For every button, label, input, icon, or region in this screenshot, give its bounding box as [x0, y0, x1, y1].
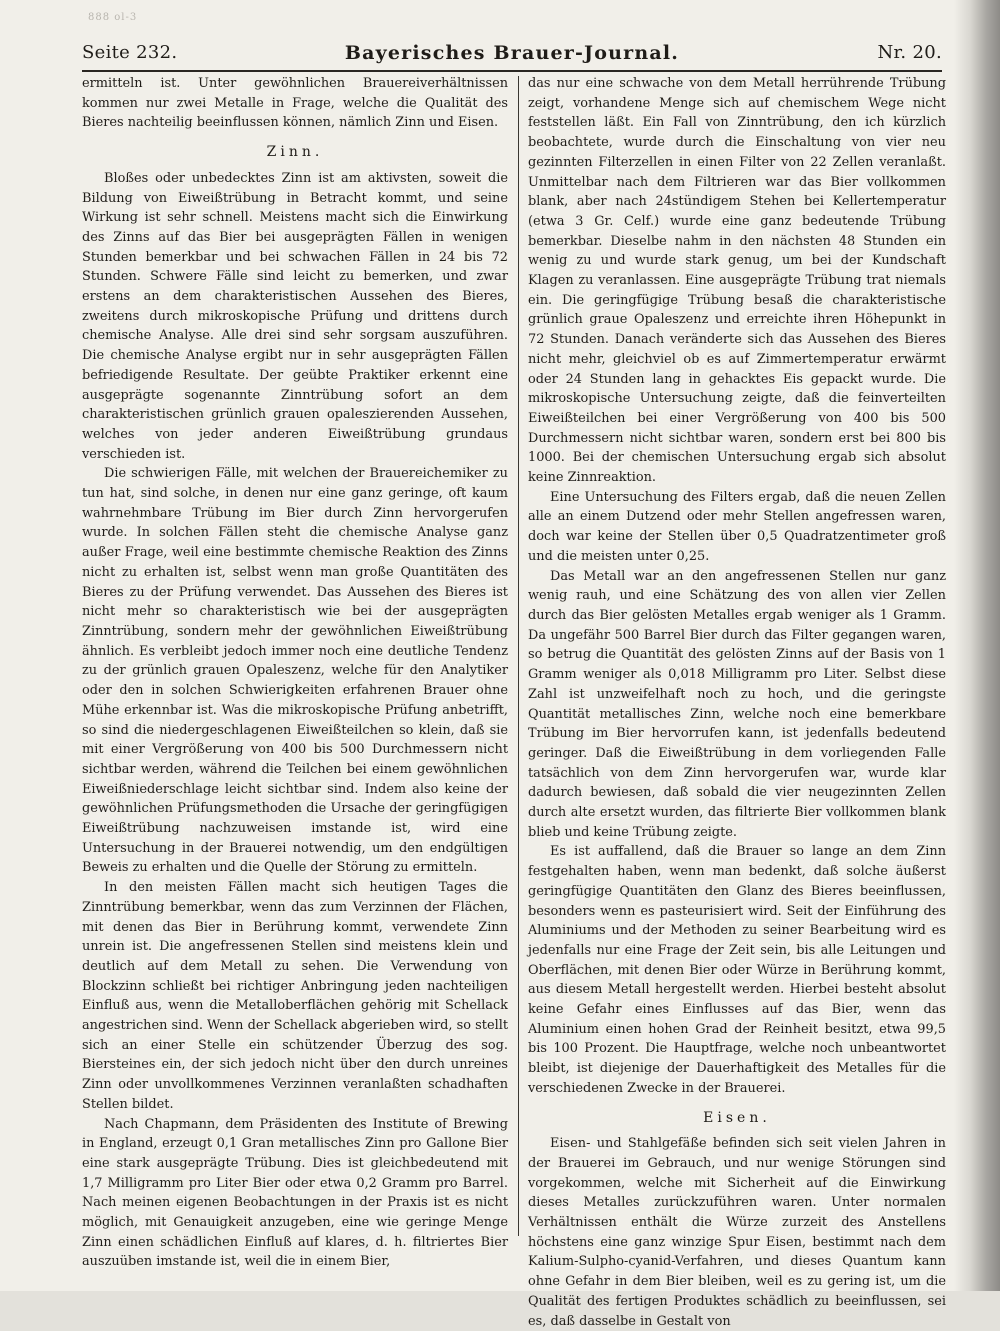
- paragraph: das nur eine schwache von dem Metall herrührende Trübung zeigt, vorhandene Menge sich auf chemischem Wege nicht feststellen läßt. Ein Fall von Zinntrübung, den ich kürzlich beobachtete, wurde durch die Einschaltung von vier neu gezinnten Filterzellen in einen Filter von 22 Zellen veranlaßt. Unmittelbar nach dem Filtrieren war das Bier vollkommen blank, aber nach 24stündigem Stehen bei Kellertemperatur (etwa 3 Gr. Celf.) wurde eine ganz bedeutende Trübung bemerkbar. Dieselbe nahm in den nächsten 48 Stunden ein wenig zu und wurde stark genug, um bei der Kundschaft Klagen zu veranlassen. Eine ausgeprägte Trübung trat niemals ein. Die geringfügige Trübung besaß die charakteristische grünlich graue Opaleszenz und erreichte ihren Höhepunkt in 72 Stunden. Danach veränderte sich das Aussehen des Bieres nicht mehr, gleichviel ob es auf Zimmertemperatur erwärmt oder 24 Stunden lang in gehacktes Eis gepackt wurde. Die mikroskopische Untersuchung zeigte, daß die feinverteilten Eiweißteilchen bei einer Vergrößerung von 400 bis 500 Durchmessern nicht sichtbar waren, sondern erst bei 800 bis 1000. Bei der chemischen Untersuchung ergab sich absolut keine Zinnreaktion.: [528, 76, 946, 486]
- page-number: Seite 232.: [82, 42, 178, 63]
- paragraph: ermitteln ist. Unter gewöhnlichen Brauereiverhältnissen kommen nur zwei Metalle in Frage, welche die Qualität des Bieres nachteilig beeinflussen können, nämlich Zinn und Eisen.: [82, 76, 508, 131]
- left-column: [82, 74, 508, 1270]
- paragraph: Eisen- und Stahlgefäße befinden sich seit vielen Jahren in der Brauerei im Gebrauch, und nur wenige Störungen sind vorgekommen, welche mit Sicherheit auf die Einwirkung dieses Metalles zurückzuführen waren. Unter normalen Verhältnissen enthält die Würze zurzeit des Anstellens höchstens eine ganz winzige Spur Eisen, bestimmt nach dem Kalium-Sulpho-cyanid-Verfahren, und dieses Quantum kann ohne Gefahr in dem Bier bleiben, weil es zu gering ist, um die Qualität des fertigen Produktes schädlich zu beeinflussen, sei es, daß dasselbe in Gestalt von: [528, 1136, 946, 1329]
- column-divider: [518, 76, 519, 1236]
- section-heading-eisen: Eisen.: [703, 1109, 771, 1126]
- paragraph: Bloßes oder unbedecktes Zinn ist am aktivsten, soweit die Bildung von Eiweißtrübung in Betracht kommt, und seine Wirkung ist sehr schnell. Meistens macht sich die Einwirkung des Zinns auf das Bier bei ausgeprägten Fällen in wenigen Stunden bemerkbar und bei schwachen Fällen in 24 bis 72 Stunden. Schwere Fälle sind leicht zu bemerken, und zwar erstens an dem charakteristischen Aussehen des Bieres, zweitens durch mikroskopische Prüfung und drittens durch chemische Analyse. Alle drei sind sehr sorgsam auszuführen. Die chemische Analyse ergibt nur in sehr ausgeprägten Fällen befriedigende Resultate. Der geübte Praktiker erkennt eine ausgeprägte sogenannte Zinntrübung sofort an dem charakteristischen grünlich grauen opaleszierenden Aussehen, welches von jeder anderen Eiweißtrübung grundaus verschieden ist.: [82, 170, 508, 462]
- section-heading-zinn: Zinn.: [266, 144, 324, 161]
- paragraph: Das Metall war an den angefressenen Stellen nur ganz wenig rauh, und eine Schätzung des von allen vier Zellen durch das Bier gelösten Metalles ergab weniger als 1 Gramm. Da ungefähr 500 Barrel Bier durch das Filter gegangen waren, so betrug die Quantität des gelösten Zinns auf der Basis von 1 Gramm weniger als 0,018 Milligramm pro Liter. Selbst diese Zahl ist unzweifelhaft noch zu hoch, und die geringste Quantität metallisches Zinn, welche noch eine bemerkbare Trübung im Bier hervorrufen kann, ist jedenfalls bedeutend geringer. Daß die Eiweißtrübung in dem vorliegenden Falle tatsächlich von dem Zinn hervorgerufen war, wurde klar dadurch bewiesen, daß sobald die vier neugezinnten Zellen durch alte ersetzt wurden, das filtrierte Bier vollkommen blank blieb und keine Trübung zeigte.: [528, 568, 946, 840]
- page-header: [82, 38, 942, 72]
- archive-stamp: 888 ol-3: [88, 12, 138, 23]
- journal-title: Bayerisches Brauer-Journal.: [344, 42, 680, 64]
- paragraph: Es ist auffallend, daß die Brauer so lange an dem Zinn festgehalten haben, wenn man bedenkt, daß solche äußerst geringfügige Quantitäten den Glanz des Bieres beeinflussen, besonders wenn es pasteurisiert wird. Seit der Einführung des Aluminiums und der Methoden zu seiner Bearbeitung wird es jedenfalls nur eine Frage der Zeit sein, bis alle Leitungen und Oberflächen, mit denen Bier oder Würze in Berührung kommt, aus diesem Metall hergestellt werden. Hierbei besteht absolut keine Gefahr eines Einflusses auf das Bier, wenn das Aluminium einen hohen Grad der Reinheit besitzt, etwa 99,5 bis 100 Prozent. Die Hauptfrage, welche noch unbeantwortet bleibt, ist diejenige der Dauerhaftigkeit des Metalles für die verschiedenen Zwecke in der Brauerei.: [528, 844, 946, 1096]
- header-rule: [82, 70, 942, 72]
- page-edge-shadow: [954, 0, 1000, 1291]
- paragraph: Die schwierigen Fälle, mit welchen der Brauereichemiker zu tun hat, sind solche, in denen nur eine ganz geringe, oft kaum wahrnehmbare Trübung im Bier durch Zinn hervorgerufen wurde. In solchen Fällen steht die chemische Analyse ganz außer Frage, weil eine bestimmte chemische Reaktion des Zinns nicht zu erhalten ist, selbst wenn man große Quantitäten des Bieres zu der Prüfung verwendet. Das Aussehen des Bieres ist nicht mehr so charakteristisch wie bei der ausgeprägten Zinntrübung, sondern mehr der gewöhnlichen Eiweißtrübung ähnlich. Es verbleibt jedoch immer noch eine deutliche Tendenz zu der grünlich grauen Opaleszenz, welche für den Analytiker oder den in solchen Schwierigkeiten erfahrenen Brauer ohne Mühe erkennbar ist. Was die mikroskopische Prüfung anbetrifft, so sind die niedergeschlagenen Eiweißteilchen so klein, daß sie mit einer Vergrößerung von 400 bis 500 Durchmessern nicht sichtbar werden, während die Teilchen bei einem gewöhnlichen Eiweißniederschlage leicht sichtbar sind. Indem also keine der gewöhnlichen Prüfungsmethoden die Ursache der geringfügigen Eiweißtrübung nachzuweisen imstande ist, wird eine Untersuchung in der Brauerei notwendig, um den endgültigen Beweis zu erhalten und die Quelle der Störung zu ermitteln.: [82, 466, 508, 876]
- paragraph: Nach Chapmann, dem Präsidenten des Institute of Brewing in England, erzeugt 0,1 Gran metallisches Zinn pro Gallone Bier eine stark ausgeprägte Trübung. Dies ist gleichbedeutend mit 1,7 Milligramm pro Liter Bier oder etwa 0,2 Gramm pro Barrel. Nach meinen eigenen Beobachtungen in der Praxis ist es nicht möglich, mit Genauigkeit anzugeben, eine wie geringe Menge Zinn einen schädlichen Einfluß auf klares, d. h. filtriertes Bier auszuüben imstande ist, weil die in einem Bier,: [82, 1116, 508, 1270]
- paragraph: Eine Untersuchung des Filters ergab, daß die neuen Zellen alle an einem Dutzend oder mehr Stellen angefressen waren, doch war keine der Stellen über 0,5 Quadratzentimeter groß und die meisten unter 0,25.: [528, 489, 946, 564]
- issue-number: Nr. 20.: [877, 42, 942, 63]
- right-column: [528, 74, 946, 1329]
- paragraph: In den meisten Fällen macht sich heutigen Tages die Zinntrübung bemerkbar, wenn das zum Verzinnen der Flächen, mit denen das Bier in Berührung kommt, verwendete Zinn unrein ist. Die angefressenen Stellen sind meistens klein und deutlich auf dem Metall zu sehen. Die Verwendung von Blockzinn schließt bei richtiger Anbringung jeden nachteiligen Einfluß aus, wenn die Metalloberflächen gehörig mit Schellack angestrichen sind. Wenn der Schellack abgerieben wird, so stellt sich an einer Stelle ein schützender Überzug des sog. Biersteines ein, der sich jedoch nicht über den durch unreines Zinn oder unvollkommenes Verzinnen veranlaßten schadhaften Stellen bildet.: [82, 880, 508, 1112]
